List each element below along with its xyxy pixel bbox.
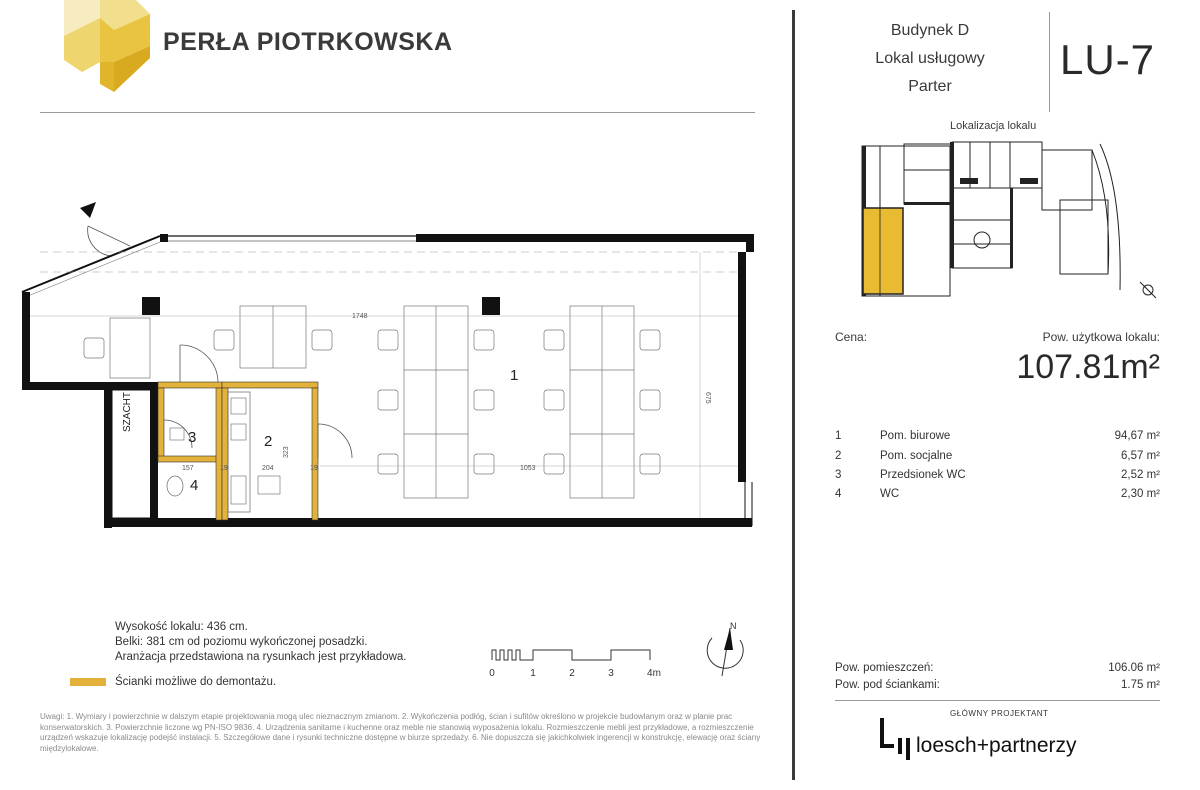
price-label: Cena: <box>835 330 868 344</box>
location-map <box>860 140 1170 300</box>
dim-width: 1748 <box>352 313 368 320</box>
dim-2: 19 <box>220 465 228 472</box>
dim-3: 204 <box>262 465 274 472</box>
dim-1: 157 <box>182 465 194 472</box>
architect-name: loesch+partnerzy <box>916 734 1077 757</box>
room-label-1: 1 <box>510 367 519 384</box>
area-value: 107.81m² <box>1016 348 1160 386</box>
floor-plan <box>0 190 790 590</box>
scale-tick-4: 4m <box>647 668 661 679</box>
header-divider <box>40 112 755 113</box>
compass-north: N <box>730 621 737 631</box>
dim-5: 323 <box>283 446 290 458</box>
location-label: Lokalizacja lokalu <box>950 120 1037 132</box>
dim-4: 19 <box>310 465 318 472</box>
entrance-arrow-icon <box>80 202 96 218</box>
total-rooms-area: Pow. pomieszczeń: 106.06 m² <box>835 662 1160 674</box>
note-arrangement: Aranżacja przedstawiona na rysunkach jest przykładowa. <box>115 651 407 663</box>
dim-7: 675 <box>704 392 711 404</box>
shaft-label: SZACHT <box>122 392 133 432</box>
dim-6: 1053 <box>520 465 536 472</box>
total-walls-area: Pow. pod ściankami: 1.75 m² <box>835 679 1160 691</box>
scale-tick-0: 0 <box>489 668 495 679</box>
room-row-3: 3 Przedsionek WC 2,52 m² <box>835 469 1160 481</box>
room-label-2: 2 <box>264 433 273 450</box>
removable-walls-swatch <box>70 678 106 686</box>
brand-name: PERŁA PIOTRKOWSKA <box>163 28 453 56</box>
compass-icon <box>700 620 750 680</box>
unit-type-label: Lokal usługowy <box>875 50 985 67</box>
area-label: Pow. użytkowa lokalu: <box>1042 330 1160 344</box>
brand-logo <box>52 0 152 95</box>
legend-label: Ścianki możliwe do demontażu. <box>115 676 277 688</box>
scale-bar <box>488 644 668 684</box>
architect-divider <box>835 700 1160 701</box>
room-row-2: 2 Pom. socjalne 6,57 m² <box>835 450 1160 462</box>
building-label: Budynek D <box>890 22 970 39</box>
unit-code: LU-7 <box>1060 36 1156 83</box>
scale-tick-3: 3 <box>608 668 614 679</box>
panel-divider <box>792 10 795 780</box>
room-label-4: 4 <box>190 477 199 494</box>
room-row-4: 4 WC 2,30 m² <box>835 488 1160 500</box>
code-divider <box>1049 12 1050 112</box>
architect-label: GŁÓWNY PROJEKTANT <box>950 709 1049 718</box>
note-height: Wysokość lokalu: 436 cm. <box>115 621 248 633</box>
room-label-3: 3 <box>188 429 197 446</box>
note-beams: Belki: 381 cm od poziomu wykończonej posadzki. <box>115 636 368 648</box>
room-row-1: 1 Pom. biurowe 94,67 m² <box>835 430 1160 442</box>
scale-tick-1: 1 <box>530 668 536 679</box>
scale-tick-2: 2 <box>569 668 575 679</box>
disclaimer: Uwagi: 1. Wymiary i powierzchnie w dalszym etapie projektowania mogą ulec nieznacznym zmianom. 2. Wykończenia podłóg, ścian i sufitów określono w projekcie budowlanym oraz w planie prac konserwatorskich. 3. Powierzchnie liczone wg PN-ISO 9836. 4. Urządzenia sanitarne i kuchenne oraz meble nie stanowią wyposażenia lokalu. Rozmieszczenie mebli jest przykładowe, a rozmieszczenie urządzeń wskazuje lokalizację podejść instalacji. 5. Szczegółowe dane i rysunki techniczne dostępne w biurze sprzedaży. 6. Nie dopuszcza się jakichkolwiek ingerencji w konstrukcję, elewację oraz ściany międzylokalowe. <box>40 712 761 753</box>
architect-logo-mark <box>878 718 914 762</box>
floor-label: Parter <box>908 78 952 95</box>
